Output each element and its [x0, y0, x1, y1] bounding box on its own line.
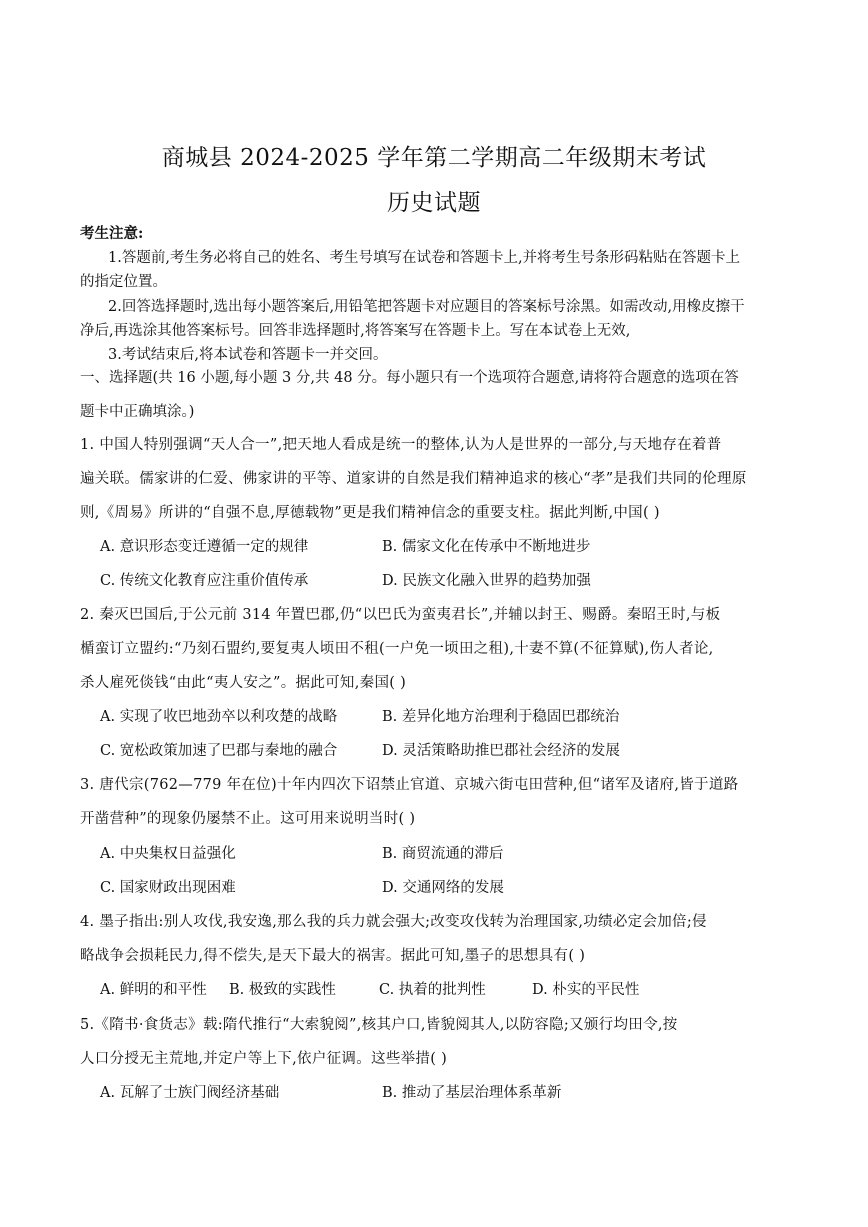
question-4-text: 4. 墨子指出:别人攻伐,我安逸,那么我的兵力就会强大;改变攻伐转为治理国家,功绩必定会加倍;侵 [80, 914, 707, 930]
question-2-option-a[interactable]: A. 实现了收巴地劲卒以利攻楚的战略 [100, 709, 338, 725]
question-2-option-b[interactable]: B. 差异化地方治理利于稳固巴郡统治 [382, 709, 620, 725]
notice-line: 净后,再选涂其他答案标号。回答非选择题时,将答案写在答题卡上。写在本试卷上无效, [80, 323, 631, 339]
exam-title: 商城县 2024-2025 学年第二学期高二年级期末考试 [161, 145, 707, 171]
question-3-option-c[interactable]: C. 国家财政出现困难 [100, 880, 236, 896]
question-5-text: 5.《隋书·食货志》载:隋代推行“大索貌阅”,核其户口,皆貌阅其人,以防容隐;又颁行均田令,按 [80, 1017, 678, 1033]
question-3-option-b[interactable]: B. 商贸流通的滞后 [382, 846, 504, 862]
question-1-text: 遍关联。儒家讲的仁爱、佛家讲的平等、道家讲的自然是我们精神追求的核心“孝”是我们共同的伦理原 [80, 471, 747, 487]
question-5-text: 人口分授无主荒地,并定户等上下,依户征调。这些举措( ) [80, 1051, 448, 1067]
question-2-option-c[interactable]: C. 宽松政策加速了巴郡与秦地的融合 [100, 743, 338, 759]
section-heading: 题卡中正确填涂。) [80, 404, 195, 420]
question-2-text: 2. 秦灭巴国后,于公元前 314 年置巴郡,仍“以巴氏为蛮夷君长”,并辅以封王、赐爵。秦昭王时,与板 [80, 607, 721, 623]
question-4-option-c[interactable]: C. 执着的批判性 [379, 982, 486, 998]
question-1-text: 则,《周易》所讲的“自强不息,厚德载物”更是我们精神信念的重要支柱。据此判断,中国( ) [80, 505, 660, 521]
question-2-text: 楯蛮订立盟约:“乃刻石盟约,要复夷人顷田不租(一户免一顷田之租),十妻不算(不征算赋),伤人者论, [80, 641, 714, 657]
notice-heading: 考生注意: [80, 225, 144, 242]
question-4-option-d[interactable]: D. 朴实的平民性 [532, 982, 640, 998]
question-2-text: 杀人雇死倓钱“由此“夷人安之”。据此可知,秦国( ) [80, 675, 407, 691]
question-3-option-a[interactable]: A. 中央集权日益强化 [100, 846, 236, 862]
question-5-option-a[interactable]: A. 瓦解了士族门阀经济基础 [100, 1085, 280, 1101]
question-1-option-d[interactable]: D. 民族文化融入世界的趋势加强 [382, 573, 591, 589]
notice-line: 的指定位置。 [80, 274, 167, 290]
exam-subtitle: 历史试题 [387, 190, 481, 216]
question-5-option-b[interactable]: B. 推动了基层治理体系革新 [382, 1085, 562, 1101]
question-1-option-c[interactable]: C. 传统文化教育应注重价值传承 [100, 573, 309, 589]
notice-line: 1.答题前,考生务必将自己的姓名、考生号填写在试卷和答题卡上,并将考生号条形码粘贴在答题卡上 [108, 250, 741, 266]
question-2-option-d[interactable]: D. 灵活策略助推巴郡社会经济的发展 [382, 743, 620, 759]
notice-line: 2.回答选择题时,选出每小题答案后,用铅笔把答题卡对应题目的答案标号涂黑。如需改动,用橡皮擦干 [108, 299, 745, 315]
question-4-option-b[interactable]: B. 极致的实践性 [229, 982, 336, 998]
question-3-text: 3. 唐代宗(762—779 年在位)十年内四次下诏禁止官道、京城六街屯田营种,但“诸军及诸府,皆于道路 [80, 777, 739, 793]
question-1-option-b[interactable]: B. 儒家文化在传承中不断地进步 [382, 539, 591, 555]
notice-line: 3.考试结束后,将本试卷和答题卡一并交回。 [108, 347, 388, 363]
question-4-text: 略战争会损耗民力,得不偿失,是天下最大的祸害。据此可知,墨子的思想具有( ) [80, 948, 586, 964]
question-3-option-d[interactable]: D. 交通网络的发展 [382, 880, 504, 896]
question-3-text: 开凿营种”的现象仍屡禁不止。这可用来说明当时( ) [80, 811, 416, 827]
question-1-text: 1. 中国人特别强调“天人合一”,把天地人看成是统一的整体,认为人是世界的一部分,与天地存在着普 [80, 437, 722, 453]
question-4-option-a[interactable]: A. 鲜明的和平性 [100, 982, 207, 998]
question-1-option-a[interactable]: A. 意识形态变迁遵循一定的规律 [100, 539, 309, 555]
section-heading: 一、选择题(共 16 小题,每小题 3 分,共 48 分。每小题只有一个选项符合题意,请将符合题意的选项在答 [80, 370, 739, 386]
